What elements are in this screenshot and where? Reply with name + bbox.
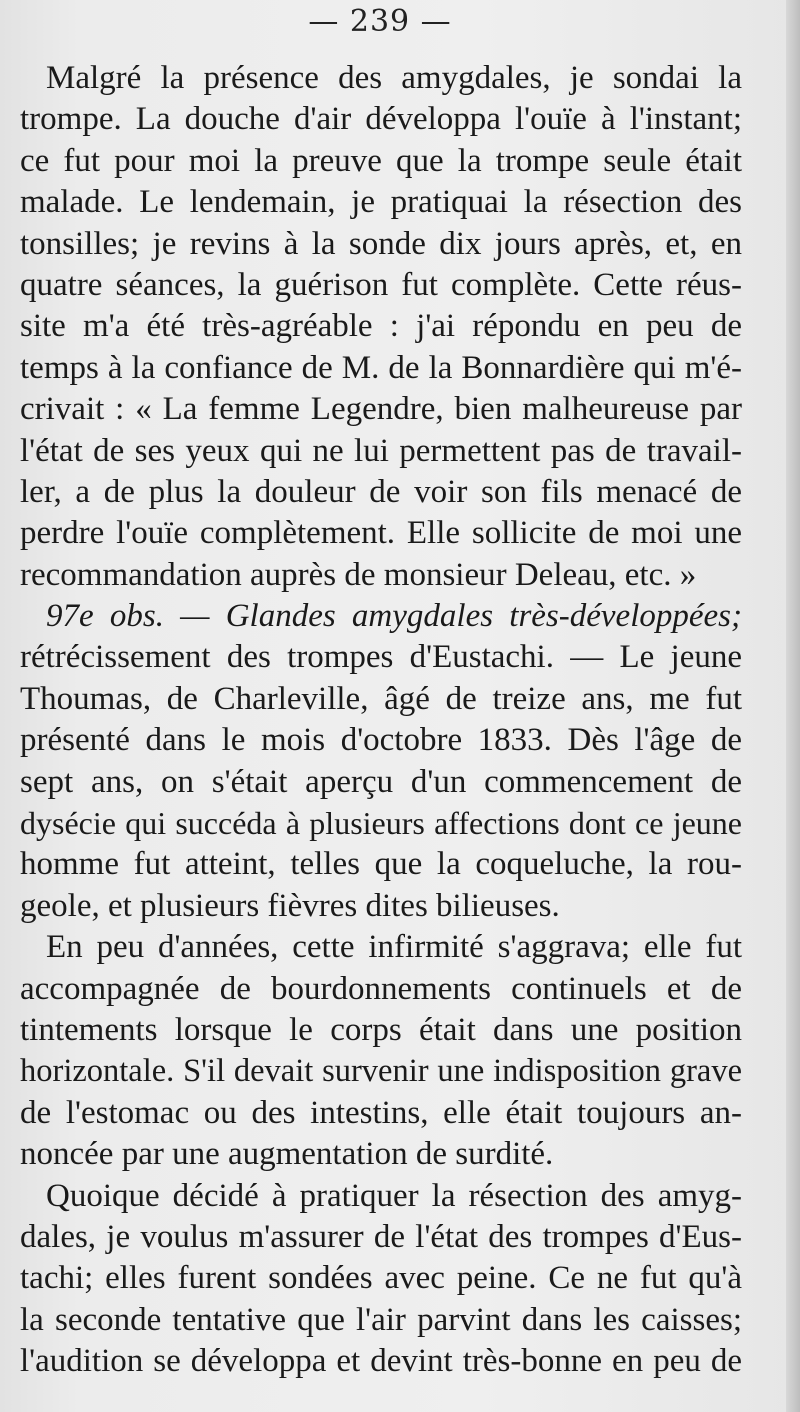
page-text [20,58,742,1383]
page-edge [786,0,800,1412]
text-line: rétrécissement des trompes d'Eustachi. — Le jeune [20,639,742,676]
text-line: malade. Le lendemain, je pratiquai la résection des [20,184,742,221]
text-line: Thoumas, de Charleville, âgé de treize ans, me fut [20,680,742,717]
text-line: l'audition se développa et devint très-bonne en peu de [20,1343,742,1380]
text-line: recommandation auprès de monsieur Deleau, etc. » [20,556,697,593]
text-line: perdre l'ouïe complètement. Elle sollicite de moi une [20,515,742,552]
text-line: dales, je voulus m'assurer de l'état des trompes d'Eus- [20,1218,742,1255]
text-line: de l'estomac ou des intestins, elle était toujours an- [20,1094,742,1131]
page-number: — 239 — [308,4,452,39]
text-line: trompe. La douche d'air développa l'ouïe à l'instant; [20,101,742,138]
text-line: dysécie qui succéda à plusieurs affections dont ce jeune [20,805,742,842]
observation-heading: 97e obs. — Glandes amygdales très-développées; [46,598,742,635]
text-line: horizontale. S'il devait survenir une indisposition grave [20,1053,742,1090]
text-line: la seconde tentative que l'air parvint dans les caisses; [20,1301,742,1338]
text-line: tonsilles; je revins à la sonde dix jours après, et, en [20,225,742,262]
text-line: présenté dans le mois d'octobre 1833. Dès l'âge de [20,722,742,759]
text-line: tachi; elles furent sondées avec peine. Ce ne fut qu'à [20,1260,742,1297]
text-line: temps à la confiance de M. de la Bonnardière qui m'é- [20,349,742,386]
text-line: tintements lorsque le corps était dans une position [20,1011,742,1048]
text-line: site m'a été très-agréable : j'ai répondu en peu de [20,308,742,345]
text-line: geole, et plusieurs fièvres dites bilieuses. [20,887,560,924]
text-line: homme fut atteint, telles que la coqueluche, la rou- [20,846,742,883]
text-line: Malgré la présence des amygdales, je sondai la [46,60,742,96]
text-line: Quoique décidé à pratiquer la résection des amyg- [46,1177,742,1214]
text-line: accompagnée de bourdonnements continuels et de [20,970,742,1007]
text-line: ce fut pour moi la preuve que la trompe seule était [20,142,742,179]
text-line: sept ans, on s'était aperçu d'un commencement de [20,763,742,800]
text-line: quatre séances, la guérison fut complète. Cette réus- [20,266,742,303]
text-line: crivait : « La femme Legendre, bien malheureuse par [20,391,742,428]
text-line: noncée par une augmentation de surdité. [20,1136,554,1173]
text-line: l'état de ses yeux qui ne lui permettent pas de travail- [20,432,742,469]
text-line: ler, a de plus la douleur de voir son fils menacé de [20,473,742,510]
text-line: En peu d'années, cette infirmité s'aggrava; elle fut [46,929,742,966]
